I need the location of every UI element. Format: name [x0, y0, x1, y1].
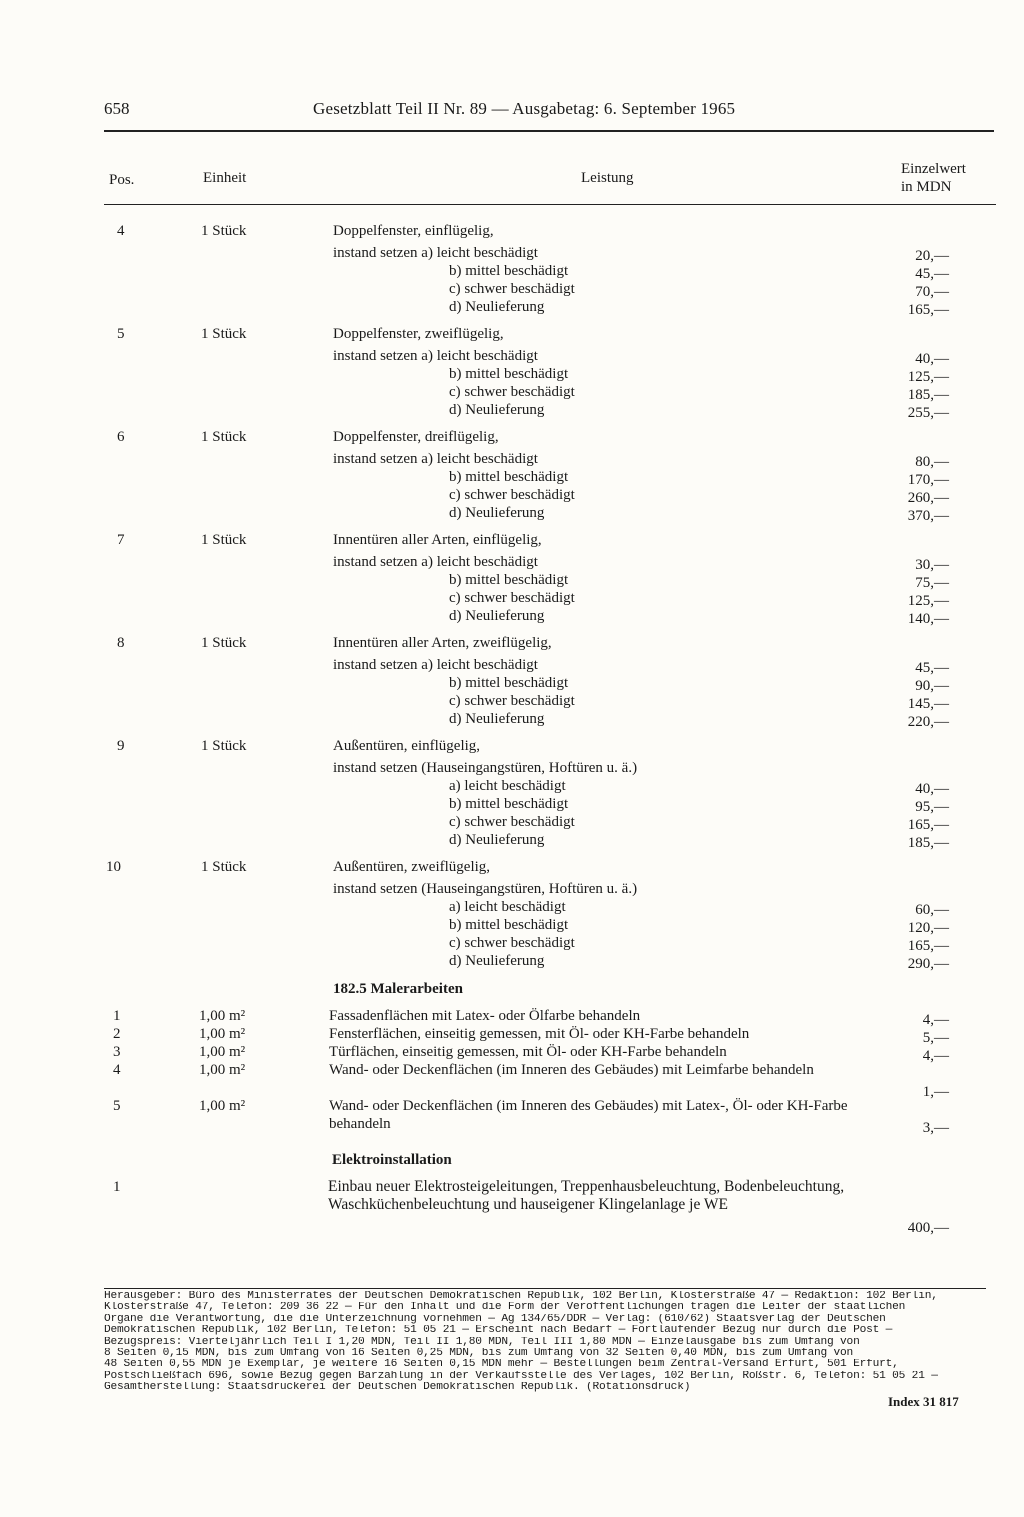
item-pos: 5 — [117, 326, 125, 342]
item-value: 45,— — [915, 266, 949, 282]
item-line: d) Neulieferung — [449, 299, 545, 315]
item-value: 40,— — [915, 351, 949, 367]
page-number: 658 — [104, 99, 130, 118]
item-line: c) schwer beschädigt — [449, 814, 575, 830]
item-line: b) mittel beschädigt — [449, 796, 569, 812]
imprint-line: Bezugspreis: Vierteljährlich Teil I 1,20 MDN, Teil II 1,80 MDN, Teil III 1,80 MDN — Einzelausgabe bis zum Umfang von — [104, 1336, 860, 1348]
col-header-pos: Pos. — [109, 172, 135, 188]
item-unit: 1 Stück — [201, 429, 247, 445]
item-unit: 1 Stück — [201, 635, 247, 651]
item-line: c) schwer beschädigt — [449, 590, 575, 606]
item-line: instand setzen a) leicht beschädigt — [333, 657, 538, 673]
imprint-line: Postschließfach 696, sowie Bezug gegen Barzahlung in der Verkaufsstelle des Verlages, 102 Berlin, Roßstr. 6, Telefon: 51 05 21 — — [104, 1370, 938, 1382]
elektro-value: 400,— — [907, 1220, 949, 1236]
maler-value: 4,— — [922, 1048, 949, 1064]
item-value: 80,— — [915, 454, 949, 470]
item-title: Außentüren, einflügelig, — [333, 738, 481, 754]
item-line: instand setzen a) leicht beschädigt — [333, 348, 538, 364]
imprint — [104, 1291, 986, 1394]
maler-text: Türflächen, einseitig gemessen, mit Öl- oder KH-Farbe behandeln — [329, 1044, 727, 1060]
col-header-einheit: Einheit — [203, 170, 247, 186]
item-value: 125,— — [907, 369, 949, 385]
item-line: b) mittel beschädigt — [449, 366, 569, 382]
item-line: d) Neulieferung — [449, 711, 545, 727]
item-title: Innentüren aller Arten, zweiflügelig, — [333, 635, 552, 651]
item-pos: 6 — [117, 429, 125, 445]
item-line: b) mittel beschädigt — [449, 572, 569, 588]
item-value: 255,— — [907, 405, 949, 421]
item-line: c) schwer beschädigt — [449, 935, 575, 951]
footer-rule — [104, 1288, 986, 1289]
maler-unit: 1,00 m² — [199, 1008, 246, 1024]
imprint-line: 48 Seiten 0,55 MDN je Exemplar, je weitere 16 Seiten 0,15 MDN mehr — Bestellungen beim Zentral-Versand Erfurt, 501 Erfurt, — [104, 1359, 899, 1371]
item-line: c) schwer beschädigt — [449, 487, 575, 503]
maler-unit: 1,00 m² — [199, 1044, 246, 1060]
item-value: 290,— — [907, 956, 949, 972]
imprint-line: Gesamtherstellung: Staatsdruckerei der Deutschen Demokratischen Republik. (Rotationsdruck) — [104, 1382, 691, 1394]
item-value: 45,— — [915, 660, 949, 676]
item-value: 220,— — [907, 714, 949, 730]
item-unit: 1 Stück — [201, 223, 247, 239]
imprint-line: Demokratischen Republik, 102 Berlin, Telefon: 51 05 21 — Erscheint nach Bedarf — Fortlaufender Bezug nur durch die Post — — [104, 1325, 893, 1337]
item-value: 120,— — [907, 920, 949, 936]
item-line: instand setzen a) leicht beschädigt — [333, 451, 538, 467]
item-line: b) mittel beschädigt — [449, 675, 569, 691]
maler-value: 3,— — [922, 1120, 949, 1136]
col-header-einzelwert: Einzelwert — [901, 161, 966, 177]
maler-text: Wand- oder Deckenflächen (im Inneren des Gebäudes) mit Leimfarbe behandeln — [329, 1062, 814, 1078]
maler-text: Fassadenflächen mit Latex- oder Ölfarbe behandeln — [329, 1008, 641, 1024]
maler-unit: 1,00 m² — [199, 1098, 246, 1114]
item-value: 165,— — [907, 938, 949, 954]
item-value: 165,— — [907, 817, 949, 833]
item-value: 170,— — [907, 472, 949, 488]
maler-pos: 1 — [113, 1008, 121, 1024]
item-value: 145,— — [907, 696, 949, 712]
item-value: 125,— — [907, 593, 949, 609]
item-line: c) schwer beschädigt — [449, 281, 575, 297]
item-value: 370,— — [907, 508, 949, 524]
item-value: 75,— — [915, 575, 949, 591]
maler-pos: 3 — [113, 1044, 121, 1060]
item-value: 90,— — [915, 678, 949, 694]
page-title: Gesetzblatt Teil II Nr. 89 — Ausgabetag: 6. September 1965 — [313, 99, 736, 118]
item-pos: 4 — [117, 223, 125, 239]
elektro-pos: 1 — [113, 1179, 121, 1195]
item-value: 60,— — [915, 902, 949, 918]
item-value: 70,— — [915, 284, 949, 300]
item-value: 95,— — [915, 799, 949, 815]
item-pos: 9 — [117, 738, 125, 754]
item-line: b) mittel beschädigt — [449, 469, 569, 485]
imprint-line: Herausgeber: Büro des Ministerrates der Deutschen Demokratischen Republik, 102 Berlin, Klosterstraße 47 — Redaktion: 102 Berlin, — [104, 1291, 938, 1302]
item-unit: 1 Stück — [201, 532, 247, 548]
maler-text: Wand- oder Deckenflächen (im Inneren des Gebäudes) mit Latex-, Öl- oder KH-Farbe behandeln — [329, 1098, 848, 1132]
item-line: b) mittel beschädigt — [449, 263, 569, 279]
item-value: 140,— — [907, 611, 949, 627]
item-line: instand setzen (Hauseingangstüren, Hoftüren u. ä.) — [333, 881, 638, 897]
item-value: 165,— — [907, 302, 949, 318]
item-pos: 10 — [106, 859, 121, 875]
header-rule — [104, 130, 994, 132]
item-unit: 1 Stück — [201, 859, 247, 875]
item-title: Außentüren, zweiflügelig, — [333, 859, 491, 875]
item-pos: 7 — [117, 532, 125, 548]
elektro-text: Einbau neuer Elektrosteigeleitungen, Treppenhausbeleuchtung, Bodenbeleuchtung, Waschküchenbeleuchtung und hauseigener Klingelanlage je WE — [328, 1178, 845, 1213]
col-header-einzelwert-unit: in MDN — [901, 179, 952, 195]
item-title: Doppelfenster, dreiflügelig, — [333, 429, 499, 445]
item-title: Innentüren aller Arten, einflügelig, — [333, 532, 542, 548]
item-line: c) schwer beschädigt — [449, 693, 575, 709]
maler-pos: 2 — [113, 1026, 121, 1042]
maler-pos: 5 — [113, 1098, 121, 1114]
index-number: Index 31 817 — [888, 1394, 959, 1409]
item-line: a) leicht beschädigt — [449, 778, 566, 794]
maler-unit: 1,00 m² — [199, 1062, 246, 1078]
item-line: c) schwer beschädigt — [449, 384, 575, 400]
item-value: 20,— — [915, 248, 949, 264]
imprint-line: Klosterstraße 47, Telefon: 209 36 22 — Für den Inhalt und die Form der Veröffentlichungen tragen die Leiter der staatlichen — [104, 1302, 906, 1314]
item-line: instand setzen a) leicht beschädigt — [333, 245, 538, 261]
item-line: d) Neulieferung — [449, 832, 545, 848]
table-header-rule — [104, 204, 996, 205]
maler-value: 5,— — [922, 1030, 949, 1046]
section-heading-malerarbeiten: 182.5 Malerarbeiten — [333, 981, 463, 997]
item-value: 30,— — [915, 557, 949, 573]
item-pos: 8 — [117, 635, 125, 651]
item-unit: 1 Stück — [201, 738, 247, 754]
item-unit: 1 Stück — [201, 326, 247, 342]
maler-text: Fensterflächen, einseitig gemessen, mit Öl- oder KH-Farbe behandeln — [329, 1026, 750, 1042]
maler-value: 4,— — [922, 1012, 949, 1028]
item-title: Doppelfenster, einflügelig, — [333, 223, 494, 239]
item-value: 260,— — [907, 490, 949, 506]
item-line: d) Neulieferung — [449, 608, 545, 624]
imprint-line: 8 Seiten 0,15 MDN, bis zum Umfang von 16 Seiten 0,25 MDN, bis zum Umfang von 32 Seiten 0,40 MDN, bis zum Umfang von — [104, 1348, 854, 1360]
item-title: Doppelfenster, zweiflügelig, — [333, 326, 504, 342]
item-line: d) Neulieferung — [449, 953, 545, 969]
maler-pos: 4 — [113, 1062, 121, 1078]
col-header-leistung: Leistung — [581, 170, 634, 186]
item-line: b) mittel beschädigt — [449, 917, 569, 933]
item-line: d) Neulieferung — [449, 505, 545, 521]
item-line: a) leicht beschädigt — [449, 899, 566, 915]
item-value: 185,— — [907, 835, 949, 851]
item-value: 40,— — [915, 781, 949, 797]
section-heading-elektro: Elektroinstallation — [332, 1152, 452, 1168]
maler-unit: 1,00 m² — [199, 1026, 246, 1042]
item-value: 185,— — [907, 387, 949, 403]
item-line: instand setzen (Hauseingangstüren, Hoftüren u. ä.) — [333, 760, 638, 776]
item-line: d) Neulieferung — [449, 402, 545, 418]
imprint-line: Organe die Verantwortung, die die Unterzeichnung vornehmen — Ag 134/65/DDR — Verlag: (610/62) Staatsverlag der Deutschen — [104, 1313, 886, 1325]
item-line: instand setzen a) leicht beschädigt — [333, 554, 538, 570]
maler-value: 1,— — [922, 1084, 949, 1100]
